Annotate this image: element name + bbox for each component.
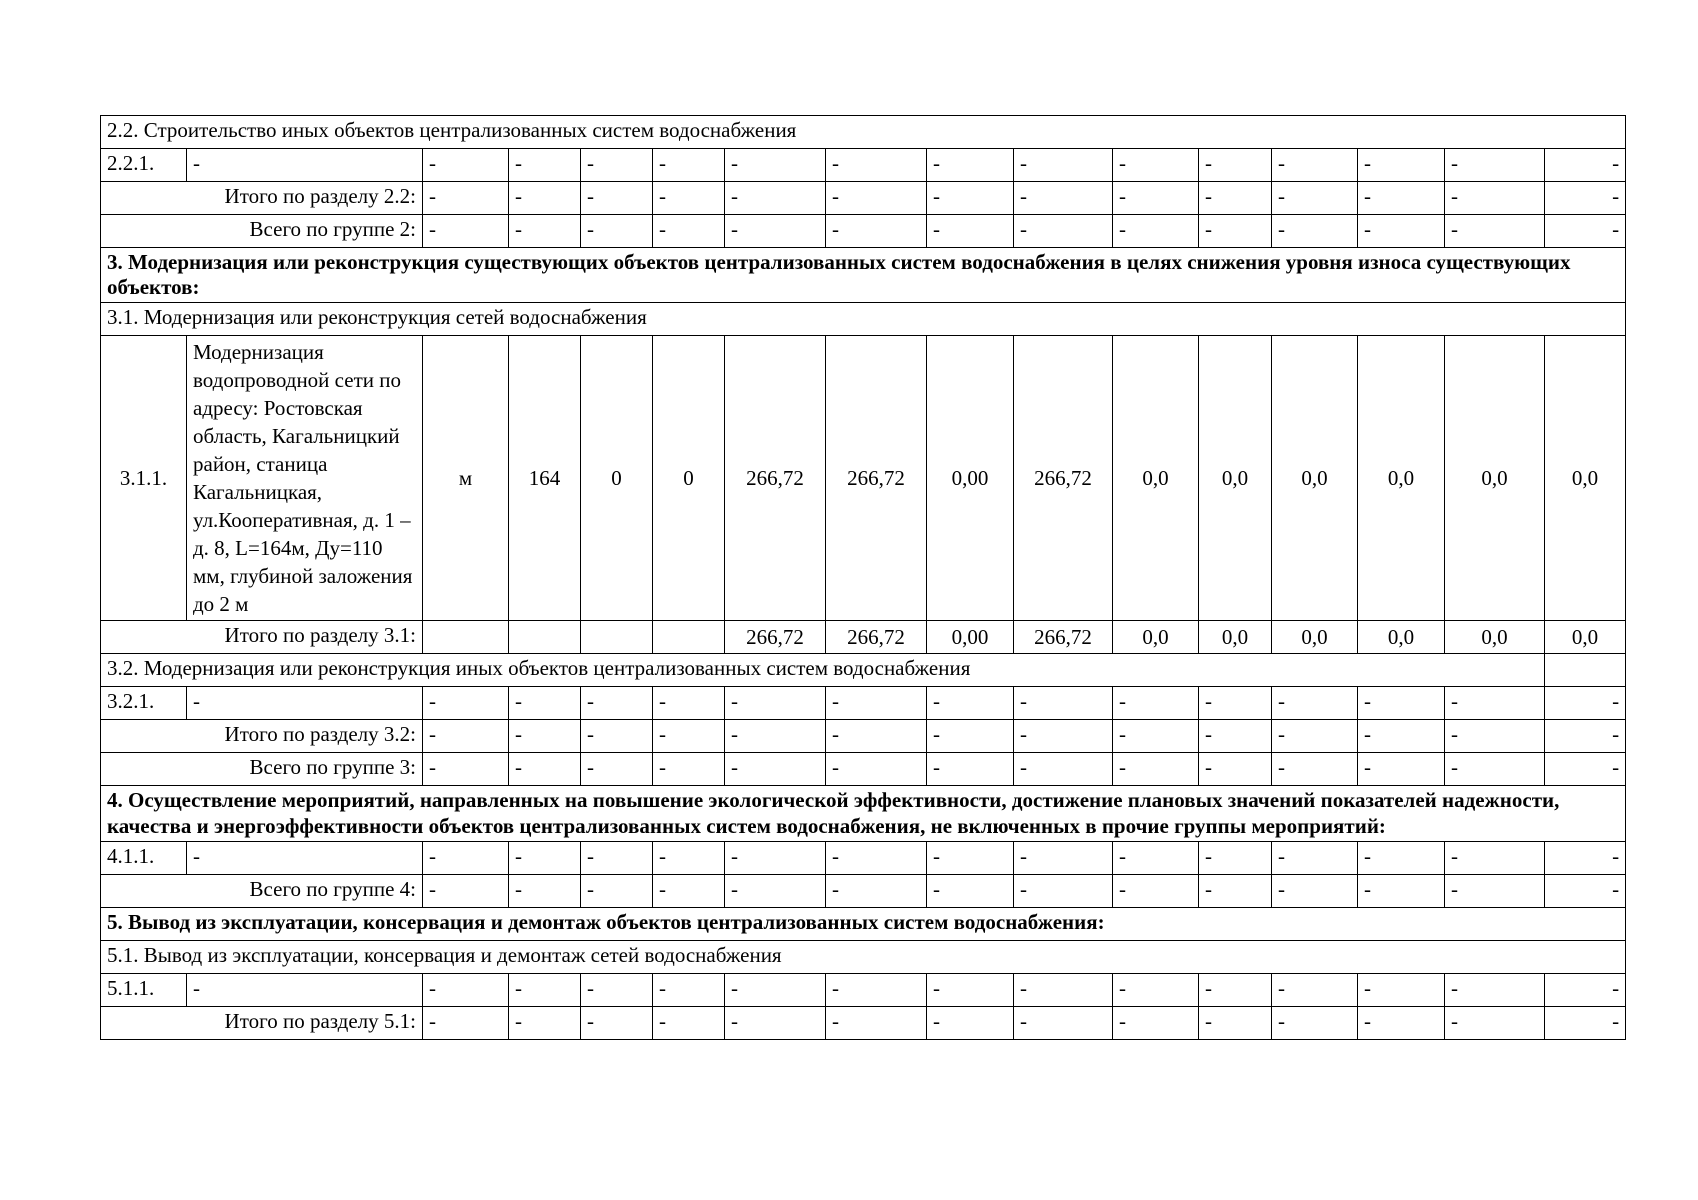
subtotal-label: Итого по разделу 2.2: <box>101 182 423 215</box>
value-cell: - <box>927 874 1014 907</box>
value-cell: - <box>1445 973 1545 1006</box>
value-cell: - <box>826 874 927 907</box>
value-cell: - <box>725 687 826 720</box>
group-row <box>101 248 1626 303</box>
value-cell: - <box>1545 874 1626 907</box>
group-total-label: Всего по группе 4: <box>101 874 423 907</box>
value-cell: 0,0 <box>1358 336 1445 621</box>
value-cell: - <box>1445 1006 1545 1039</box>
value-cell: - <box>1445 182 1545 215</box>
value-cell: - <box>1199 874 1272 907</box>
value-cell: - <box>1014 841 1113 874</box>
value-cell: - <box>653 1006 725 1039</box>
value-cell: - <box>423 687 509 720</box>
value-cell: - <box>581 973 653 1006</box>
value-cell: - <box>1014 720 1113 753</box>
value-cell: - <box>1199 182 1272 215</box>
value-cell: - <box>1545 215 1626 248</box>
group-title-3: 3. Модернизация или реконструкция существующих объектов централизованных систем водоснабжения в целях снижения уровня износа существующих объектов: <box>101 248 1626 303</box>
value-cell <box>423 621 509 654</box>
value-cell: - <box>927 149 1014 182</box>
value-cell: - <box>927 1006 1014 1039</box>
value-cell: 266,72 <box>1014 621 1113 654</box>
value-cell: - <box>1014 753 1113 786</box>
subtotal-label: Итого по разделу 3.2: <box>101 720 423 753</box>
value-cell: - <box>423 720 509 753</box>
value-cell: - <box>826 149 927 182</box>
value-cell: - <box>1272 215 1358 248</box>
value-cell: - <box>1014 149 1113 182</box>
value-cell: - <box>423 753 509 786</box>
subtotal-row <box>101 182 1626 215</box>
value-cell: - <box>1014 215 1113 248</box>
group-row <box>101 786 1626 841</box>
value-cell: м <box>423 336 509 621</box>
value-cell: 266,72 <box>826 336 927 621</box>
value-cell: - <box>927 841 1014 874</box>
value-cell: - <box>423 841 509 874</box>
value-cell: - <box>581 215 653 248</box>
value-cell: - <box>1358 973 1445 1006</box>
value-cell: 266,72 <box>826 621 927 654</box>
value-cell: - <box>509 149 581 182</box>
value-cell: - <box>1545 1006 1626 1039</box>
value-cell: - <box>1113 149 1199 182</box>
value-cell: - <box>509 874 581 907</box>
value-cell: - <box>509 215 581 248</box>
value-cell: 266,72 <box>1014 336 1113 621</box>
value-cell: - <box>1014 973 1113 1006</box>
value-cell: - <box>509 1006 581 1039</box>
value-cell: - <box>1199 973 1272 1006</box>
group-total-row <box>101 874 1626 907</box>
value-cell: - <box>1113 874 1199 907</box>
value-cell: - <box>1545 753 1626 786</box>
row-number: 3.2.1. <box>101 687 187 720</box>
value-cell: - <box>509 182 581 215</box>
value-cell: - <box>725 182 826 215</box>
value-cell: 0,0 <box>1272 336 1358 621</box>
value-cell: - <box>1358 149 1445 182</box>
value-cell: - <box>1272 149 1358 182</box>
value-cell: - <box>581 720 653 753</box>
row-name: - <box>187 149 423 182</box>
group-total-label: Всего по группе 2: <box>101 215 423 248</box>
section-row <box>101 940 1626 973</box>
value-cell: - <box>1113 841 1199 874</box>
value-cell: - <box>1358 215 1445 248</box>
value-cell: - <box>423 215 509 248</box>
table-row <box>101 687 1626 720</box>
value-cell: - <box>826 973 927 1006</box>
section-row <box>101 654 1626 687</box>
value-cell: - <box>927 720 1014 753</box>
value-cell: - <box>826 687 927 720</box>
value-cell: - <box>1445 720 1545 753</box>
value-cell: - <box>1545 687 1626 720</box>
value-cell <box>581 621 653 654</box>
value-cell: - <box>1113 720 1199 753</box>
group-total-row <box>101 753 1626 786</box>
value-cell: 0,0 <box>1199 336 1272 621</box>
value-cell: - <box>725 149 826 182</box>
value-cell: - <box>927 687 1014 720</box>
value-cell: - <box>725 874 826 907</box>
value-cell: - <box>581 149 653 182</box>
value-cell: - <box>1272 753 1358 786</box>
value-cell: - <box>1545 149 1626 182</box>
value-cell: - <box>653 841 725 874</box>
value-cell: - <box>1445 215 1545 248</box>
value-cell: 0,0 <box>1545 336 1626 621</box>
value-cell: - <box>1445 841 1545 874</box>
section-title-2-2: 2.2. Строительство иных объектов централизованных систем водоснабжения <box>101 116 1626 149</box>
value-cell: - <box>927 215 1014 248</box>
row-name: - <box>187 841 423 874</box>
value-cell: - <box>581 753 653 786</box>
value-cell: - <box>1445 687 1545 720</box>
table-row <box>101 336 1626 621</box>
value-cell: - <box>1199 720 1272 753</box>
value-cell: - <box>1199 215 1272 248</box>
value-cell: - <box>826 215 927 248</box>
section-title-3-1: 3.1. Модернизация или реконструкция сетей водоснабжения <box>101 303 1626 336</box>
value-cell: 0 <box>581 336 653 621</box>
value-cell: - <box>1014 687 1113 720</box>
value-cell: - <box>725 215 826 248</box>
value-cell: 0,0 <box>1445 336 1545 621</box>
value-cell: - <box>653 973 725 1006</box>
group-title-4: 4. Осуществление мероприятий, направленных на повышение экологической эффективности, достижение плановых значений показателей надежности, качества и энергоэффективности объектов централизованных систем водоснабжения, не включенных в прочие группы мероприятий: <box>101 786 1626 841</box>
value-cell: - <box>653 149 725 182</box>
value-cell: 0,0 <box>1445 621 1545 654</box>
value-cell: - <box>581 687 653 720</box>
value-cell: 0,00 <box>927 336 1014 621</box>
value-cell: - <box>653 720 725 753</box>
value-cell: 0,00 <box>927 621 1014 654</box>
row-number: 2.2.1. <box>101 149 187 182</box>
table-row <box>101 973 1626 1006</box>
value-cell: - <box>1272 973 1358 1006</box>
value-cell: - <box>653 874 725 907</box>
value-cell: - <box>423 149 509 182</box>
value-cell: - <box>1272 874 1358 907</box>
investment-program-table <box>100 115 1626 1040</box>
row-number: 3.1.1. <box>101 336 187 621</box>
value-cell: - <box>927 973 1014 1006</box>
value-cell: - <box>581 1006 653 1039</box>
subtotal-label: Итого по разделу 3.1: <box>101 621 423 654</box>
value-cell: - <box>1272 720 1358 753</box>
value-cell: - <box>1545 973 1626 1006</box>
value-cell: - <box>1358 753 1445 786</box>
value-cell: - <box>1545 720 1626 753</box>
value-cell: - <box>581 182 653 215</box>
value-cell: - <box>1358 841 1445 874</box>
value-cell: - <box>1272 182 1358 215</box>
subtotal-row <box>101 720 1626 753</box>
group-title-5: 5. Вывод из эксплуатации, консервация и демонтаж объектов централизованных систем водоснабжения: <box>101 907 1626 940</box>
value-cell: - <box>1014 1006 1113 1039</box>
value-cell: - <box>725 720 826 753</box>
value-cell: - <box>1199 841 1272 874</box>
value-cell: - <box>1199 149 1272 182</box>
value-cell: - <box>653 215 725 248</box>
value-cell: - <box>927 753 1014 786</box>
subtotal-row <box>101 1006 1626 1039</box>
value-cell: 0,0 <box>1199 621 1272 654</box>
value-cell: - <box>1445 149 1545 182</box>
value-cell: 0,0 <box>1358 621 1445 654</box>
value-cell: - <box>725 973 826 1006</box>
value-cell: - <box>423 874 509 907</box>
value-cell: - <box>1113 1006 1199 1039</box>
value-cell: 164 <box>509 336 581 621</box>
value-cell: - <box>1199 687 1272 720</box>
value-cell: - <box>1445 753 1545 786</box>
section-row <box>101 303 1626 336</box>
value-cell: - <box>1113 687 1199 720</box>
value-cell: - <box>1545 182 1626 215</box>
value-cell: - <box>1199 753 1272 786</box>
value-cell: - <box>509 973 581 1006</box>
value-cell: - <box>1358 720 1445 753</box>
value-cell <box>653 621 725 654</box>
value-cell: - <box>1358 182 1445 215</box>
value-cell: - <box>1014 182 1113 215</box>
value-cell: 0,0 <box>1545 621 1626 654</box>
value-cell: - <box>1272 1006 1358 1039</box>
value-cell: - <box>509 753 581 786</box>
section-row <box>101 116 1626 149</box>
value-cell: 266,72 <box>725 621 826 654</box>
value-cell: 0,0 <box>1113 336 1199 621</box>
value-cell: 266,72 <box>725 336 826 621</box>
section-title-3-2: 3.2. Модернизация или реконструкция иных объектов централизованных систем водоснабжения <box>101 654 1545 687</box>
value-cell: - <box>826 720 927 753</box>
value-cell: 0,0 <box>1272 621 1358 654</box>
value-cell: - <box>509 687 581 720</box>
value-cell: - <box>1445 874 1545 907</box>
table-row <box>101 149 1626 182</box>
value-cell: - <box>653 182 725 215</box>
subtotal-row <box>101 621 1626 654</box>
value-cell: - <box>1358 687 1445 720</box>
value-cell: - <box>826 841 927 874</box>
value-cell: - <box>1199 1006 1272 1039</box>
value-cell: - <box>1358 1006 1445 1039</box>
section-title-5-1: 5.1. Вывод из эксплуатации, консервация и демонтаж сетей водоснабжения <box>101 940 1626 973</box>
row-name: - <box>187 687 423 720</box>
value-cell: - <box>581 874 653 907</box>
value-cell: - <box>725 753 826 786</box>
value-cell: - <box>927 182 1014 215</box>
value-cell: - <box>423 973 509 1006</box>
value-cell: - <box>1113 182 1199 215</box>
empty-cell <box>1545 654 1626 687</box>
table-row <box>101 841 1626 874</box>
value-cell: - <box>653 753 725 786</box>
value-cell: - <box>1272 687 1358 720</box>
value-cell <box>509 621 581 654</box>
value-cell: - <box>1113 973 1199 1006</box>
group-total-row <box>101 215 1626 248</box>
value-cell: - <box>653 687 725 720</box>
group-row <box>101 907 1626 940</box>
value-cell: - <box>725 1006 826 1039</box>
value-cell: - <box>509 841 581 874</box>
value-cell: - <box>1113 215 1199 248</box>
value-cell: - <box>581 841 653 874</box>
value-cell: - <box>423 1006 509 1039</box>
value-cell: 0 <box>653 336 725 621</box>
value-cell: - <box>826 1006 927 1039</box>
value-cell: - <box>509 720 581 753</box>
value-cell: - <box>1272 841 1358 874</box>
value-cell: - <box>1545 841 1626 874</box>
value-cell: - <box>423 182 509 215</box>
group-total-label: Всего по группе 3: <box>101 753 423 786</box>
value-cell: - <box>826 753 927 786</box>
row-number: 5.1.1. <box>101 973 187 1006</box>
row-name: - <box>187 973 423 1006</box>
value-cell: - <box>725 841 826 874</box>
row-number: 4.1.1. <box>101 841 187 874</box>
subtotal-label: Итого по разделу 5.1: <box>101 1006 423 1039</box>
value-cell: 0,0 <box>1113 621 1199 654</box>
value-cell: - <box>1113 753 1199 786</box>
value-cell: - <box>1358 874 1445 907</box>
value-cell: - <box>826 182 927 215</box>
value-cell: - <box>1014 874 1113 907</box>
row-name: Модернизация водопроводной сети по адресу: Ростовская область, Кагальницкий район, станица Кагальницкая, ул.Кооперативная, д. 1 – д. 8, L=164м, Ду=110 мм, глубиной заложения до 2 м <box>187 336 423 621</box>
